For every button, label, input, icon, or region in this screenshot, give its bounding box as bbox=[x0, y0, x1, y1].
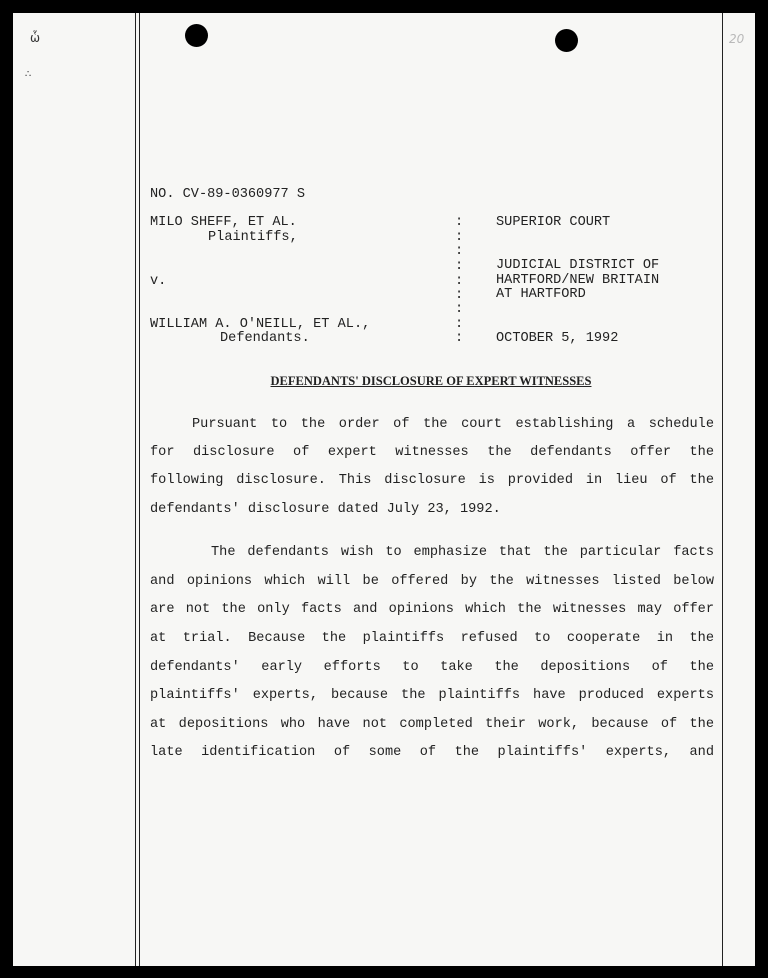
paragraph-1-line: Pursuant to the order of the court establishing a schedule bbox=[192, 417, 714, 432]
caption-colon: : bbox=[455, 302, 464, 317]
left-margin-rule-inner bbox=[139, 13, 140, 966]
punch-hole bbox=[185, 24, 208, 47]
district-line-2: HARTFORD/NEW BRITAIN bbox=[496, 273, 660, 288]
paragraph-2-line: The defendants wish to emphasize that the particular facts bbox=[211, 545, 714, 560]
caption-colon: : bbox=[455, 215, 464, 230]
versus: v. bbox=[150, 274, 167, 289]
paragraph-1-line: defendants' disclosure dated July 23, 1992. bbox=[150, 502, 501, 517]
paragraph-2-line: defendants' early efforts to take the depositions of the bbox=[150, 660, 714, 675]
docket-number: NO. CV-89-0360977 S bbox=[150, 187, 305, 202]
defendant-role: Defendants. bbox=[220, 331, 310, 346]
caption-colon: : bbox=[455, 274, 464, 289]
defendant-name: WILLIAM A. O'NEILL, ET AL., bbox=[150, 317, 371, 332]
caption-colon: : bbox=[455, 317, 464, 332]
caption-colon: : bbox=[455, 259, 464, 274]
page-number-mark: 20 bbox=[729, 32, 745, 46]
filing-date: OCTOBER 5, 1992 bbox=[496, 331, 619, 346]
paragraph-1-line: following disclosure. This disclosure is provided in lieu of the bbox=[150, 473, 714, 488]
court-name: SUPERIOR COURT bbox=[496, 215, 611, 230]
paragraph-2-line: at trial. Because the plaintiffs refused to cooperate in the bbox=[150, 631, 714, 646]
paragraph-2-line: late identification of some of the plaintiffs' experts, and bbox=[150, 745, 714, 760]
paragraph-1-line: for disclosure of expert witnesses the defendants offer the bbox=[150, 445, 714, 460]
scan-mark: ὧ bbox=[30, 31, 41, 45]
paragraph-2-line: plaintiffs' experts, because the plaintiffs have produced experts bbox=[150, 688, 714, 703]
district-line-1: JUDICIAL DISTRICT OF bbox=[496, 258, 660, 273]
caption-colon: : bbox=[455, 288, 464, 303]
document-heading: DEFENDANTS' DISCLOSURE OF EXPERT WITNESSES bbox=[270, 374, 592, 388]
right-margin-rule bbox=[722, 13, 723, 966]
caption-colon: : bbox=[455, 331, 464, 346]
scan-mark: ∴ bbox=[25, 69, 32, 80]
caption-colon: : bbox=[455, 230, 464, 245]
paragraph-2-line: are not the only facts and opinions which the witnesses may offer bbox=[150, 602, 714, 617]
plaintiff-role: Plaintiffs, bbox=[208, 230, 298, 245]
paragraph-2-line: and opinions which will be offered by the witnesses listed below bbox=[150, 574, 714, 589]
punch-hole bbox=[555, 29, 578, 52]
caption-colon: : bbox=[455, 244, 464, 259]
plaintiff-name: MILO SHEFF, ET AL. bbox=[150, 215, 297, 230]
district-line-3: AT HARTFORD bbox=[496, 287, 586, 302]
document-page bbox=[13, 13, 755, 966]
paragraph-2-line: at depositions who have not completed their work, because of the bbox=[150, 717, 714, 732]
left-margin-rule bbox=[135, 13, 136, 966]
